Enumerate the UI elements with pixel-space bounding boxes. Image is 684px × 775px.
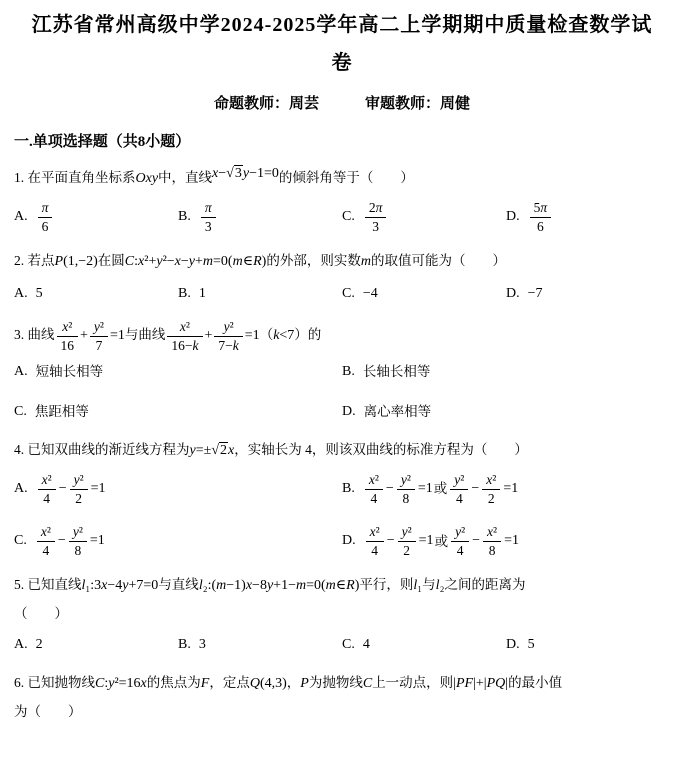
- fraction-denominator: 3: [372, 218, 379, 234]
- fraction: [450, 471, 468, 507]
- math-expression: x: [228, 443, 235, 459]
- text-run: 的外部，则实数: [266, 253, 361, 269]
- option-content: [364, 401, 432, 423]
- math-expression: +: [204, 328, 213, 344]
- option-content: [36, 634, 43, 656]
- math-expression: −: [58, 481, 67, 497]
- options-grid: [14, 282, 670, 306]
- text-run: 上一动点，则: [372, 675, 454, 691]
- option-content: [199, 199, 218, 235]
- text-run: 4. 已知双曲线的渐近线方程为: [14, 442, 190, 458]
- text-run: 的最小值: [508, 675, 563, 691]
- math-expression: =1: [244, 328, 260, 344]
- fraction-denominator: 4: [42, 542, 50, 558]
- question-5: [14, 571, 670, 657]
- option-D: [342, 523, 670, 559]
- text-run: 平行，则: [359, 577, 414, 593]
- fraction-numerator: x²: [483, 523, 501, 542]
- fraction-denominator: 4: [371, 542, 379, 558]
- option-label: A.: [14, 208, 28, 224]
- math-expression: k<7: [273, 328, 295, 344]
- fraction-numerator: x²: [365, 471, 383, 490]
- question-stem-line: [14, 600, 670, 627]
- option-content: [528, 634, 535, 656]
- fraction-numerator: x²: [482, 471, 500, 490]
- fraction: [38, 199, 53, 235]
- fraction-numerator: 5π: [530, 199, 552, 218]
- fraction: [214, 318, 242, 354]
- math-expression: =1: [504, 533, 519, 549]
- option-content: [36, 471, 106, 507]
- math-expression: 5: [35, 285, 43, 301]
- text-run: 离心率相等: [363, 404, 432, 420]
- fraction-numerator: x²: [37, 523, 55, 542]
- paper-title-line-2: 卷: [331, 52, 353, 74]
- math-expression: =1: [109, 328, 125, 344]
- fraction: [530, 199, 552, 235]
- option-label: A.: [14, 363, 28, 379]
- option-D: [506, 633, 670, 657]
- fraction: [451, 523, 469, 559]
- text-run: 与曲线: [124, 327, 166, 343]
- text-run: （: [259, 327, 274, 343]
- fraction-denominator: 8: [74, 542, 82, 558]
- math-expression: Oxy: [135, 171, 159, 186]
- fraction-denominator: 4: [370, 490, 378, 506]
- sqrt-expression: √2: [211, 443, 227, 459]
- fraction-denominator: 16: [60, 337, 74, 353]
- option-D: [506, 199, 670, 235]
- question-stem-line: [14, 247, 670, 276]
- option-label: C.: [14, 403, 27, 419]
- option-B: [178, 282, 342, 306]
- math-expression: |PF|+|PQ|: [453, 676, 509, 692]
- math-expression: −: [57, 533, 66, 549]
- fraction-denominator: 8: [488, 542, 496, 558]
- fraction-numerator: 2π: [365, 199, 387, 218]
- option-A: [14, 633, 178, 657]
- option-B: [178, 633, 342, 657]
- math-expression: =1: [503, 481, 519, 497]
- fraction: [70, 471, 88, 507]
- fraction-numerator: y²: [398, 523, 416, 542]
- question-stem-line: [14, 164, 670, 193]
- paper-title-line-1: 江苏省常州高级中学2024-2025学年高二上学期期中质量检查数学试: [31, 14, 653, 36]
- fraction-denominator: 6: [41, 218, 49, 234]
- question-4: [14, 436, 670, 559]
- text-run: ）的: [294, 327, 322, 343]
- option-content: [35, 401, 89, 423]
- question-3: [14, 318, 670, 424]
- fraction-numerator: x²: [57, 318, 79, 337]
- math-expression: 2: [35, 637, 43, 653]
- math-expression: Q(4,3): [249, 676, 287, 692]
- math-expression: =1: [418, 533, 434, 549]
- option-label: C.: [342, 208, 355, 224]
- text-run: 为抛物线: [308, 675, 363, 691]
- fraction: [365, 199, 387, 235]
- option-label: D.: [506, 637, 520, 653]
- math-expression: C:y²=16x: [95, 676, 147, 692]
- question-6: [14, 669, 670, 725]
- option-content: [35, 523, 105, 559]
- fraction-numerator: π: [201, 199, 216, 218]
- text-run: 5. 已知直线: [14, 577, 82, 593]
- option-label: B.: [178, 208, 191, 224]
- fraction: [398, 523, 416, 559]
- fraction-numerator: y²: [451, 523, 469, 542]
- setter-teacher: 命题教师：周芸: [213, 96, 319, 112]
- fraction: [69, 523, 87, 559]
- fraction-numerator: x²: [167, 318, 202, 337]
- fraction-numerator: y²: [214, 318, 242, 337]
- option-label: D.: [506, 285, 520, 301]
- text-run: 短轴长相等: [35, 364, 104, 380]
- option-label: B.: [342, 363, 355, 379]
- question-stem-line: [14, 436, 670, 465]
- reviewer-teacher: 审题教师：周健: [365, 96, 471, 112]
- fraction-denominator: 7−k: [218, 337, 239, 353]
- option-content: [363, 199, 389, 235]
- option-A: [14, 471, 342, 507]
- text-run: ，定点: [209, 675, 250, 691]
- fraction: [37, 523, 55, 559]
- text-run: 之间的距离为: [444, 577, 526, 593]
- fraction-numerator: π: [38, 199, 53, 218]
- option-content: [364, 523, 519, 559]
- question-stem-line: [14, 318, 670, 354]
- math-expression: +: [80, 328, 88, 344]
- fraction: [482, 471, 500, 507]
- math-expression: x−: [212, 166, 227, 181]
- fraction-denominator: 2: [487, 490, 495, 506]
- text-run: 在圆: [97, 253, 125, 269]
- math-expression: y=±: [189, 443, 212, 459]
- text-run: 1. 在平面直角坐标系: [14, 170, 136, 185]
- sqrt-radicand: 3: [234, 166, 242, 181]
- option-D: [506, 282, 670, 306]
- fraction-denominator: 2: [75, 490, 82, 506]
- option-label: B.: [342, 481, 355, 497]
- fraction-numerator: y²: [70, 471, 88, 490]
- fraction: [483, 523, 501, 559]
- text-run: 的焦点为: [146, 675, 201, 691]
- fraction-numerator: y²: [450, 471, 468, 490]
- math-expression: −7: [527, 285, 543, 301]
- fraction-denominator: 16−k: [171, 337, 199, 353]
- option-content: [36, 283, 43, 305]
- option-content: [528, 199, 554, 235]
- text-run: 2. 若点: [14, 253, 55, 269]
- questions-container: [14, 164, 670, 725]
- option-C: [342, 199, 506, 235]
- text-run: （ ）: [14, 606, 68, 622]
- math-expression: P: [300, 676, 309, 692]
- options-grid: [14, 199, 670, 235]
- text-run: 焦距相等: [34, 404, 89, 420]
- math-expression: l₁: [413, 578, 423, 594]
- sqrt-radicand: 2: [220, 443, 227, 459]
- options-grid: [14, 360, 670, 424]
- text-run: ，实轴长为 4，则该双曲线的标准方程为（ ）: [234, 442, 528, 458]
- math-expression: m: [360, 254, 371, 270]
- fraction-denominator: 7: [95, 337, 103, 353]
- text-run: 或: [434, 533, 449, 549]
- math-expression: C:x²+y²−x−y+m=0(m∈R): [124, 254, 267, 270]
- option-label: D.: [342, 403, 356, 419]
- option-A: [14, 282, 178, 306]
- math-expression: y−1=0: [242, 166, 279, 181]
- math-expression: 4: [362, 637, 370, 653]
- math-expression: 5: [527, 637, 535, 653]
- fraction-numerator: y²: [69, 523, 87, 542]
- fraction-denominator: 4: [43, 490, 51, 506]
- fraction: [201, 199, 216, 235]
- option-A: [14, 199, 178, 235]
- fraction-denominator: 8: [402, 490, 410, 506]
- option-content: [199, 283, 206, 305]
- math-expression: 1: [198, 285, 206, 301]
- option-A: [14, 360, 342, 384]
- math-expression: l₂: [435, 578, 445, 594]
- option-C: [14, 523, 342, 559]
- option-B: [342, 360, 670, 384]
- option-B: [178, 199, 342, 235]
- option-B: [342, 471, 670, 507]
- option-label: B.: [178, 637, 191, 653]
- fraction: [90, 318, 108, 354]
- option-label: C.: [342, 637, 355, 653]
- text-run: 长轴长相等: [362, 364, 431, 380]
- option-content: [363, 634, 370, 656]
- math-expression: =1: [417, 481, 433, 497]
- text-run: 为（ ）: [14, 704, 82, 720]
- math-expression: −: [386, 533, 395, 549]
- section-heading: 一.单项选择题（共8小题）: [14, 134, 191, 150]
- fraction: [167, 318, 202, 354]
- option-label: D.: [506, 208, 520, 224]
- fraction-numerator: x²: [366, 523, 384, 542]
- question-1: [14, 164, 670, 235]
- fraction-numerator: y²: [90, 318, 108, 337]
- question-stem-line: [14, 571, 670, 600]
- fraction: [38, 471, 56, 507]
- math-expression: −4: [362, 285, 378, 301]
- text-run: 或: [433, 481, 448, 497]
- text-run: 3. 曲线: [14, 327, 55, 343]
- option-C: [342, 282, 506, 306]
- text-run: 中，直线: [158, 170, 213, 185]
- sqrt-expression: √3: [226, 166, 242, 181]
- fraction-denominator: 3: [204, 218, 212, 234]
- fraction-denominator: 6: [537, 218, 544, 234]
- question-stem-line: [14, 669, 670, 698]
- fraction-denominator: 2: [403, 542, 410, 558]
- text-run: 的取值可能为（ ）: [370, 253, 506, 269]
- text-run: 的倾斜角等于（ ）: [278, 170, 414, 185]
- option-label: B.: [178, 285, 191, 301]
- option-D: [342, 400, 670, 424]
- option-content: [528, 283, 543, 305]
- fraction-numerator: y²: [397, 471, 415, 490]
- option-content: [363, 283, 378, 305]
- options-grid: [14, 633, 670, 657]
- options-grid: [14, 471, 670, 559]
- math-expression: =1: [90, 481, 106, 497]
- option-C: [342, 633, 506, 657]
- option-label: A.: [14, 637, 28, 653]
- math-expression: F: [200, 676, 210, 692]
- option-content: [199, 634, 206, 656]
- option-content: [363, 361, 431, 383]
- fraction: [365, 471, 383, 507]
- option-label: A.: [14, 481, 28, 497]
- option-content: [363, 471, 518, 507]
- fraction-denominator: 4: [455, 490, 463, 506]
- option-label: C.: [342, 285, 355, 301]
- math-expression: l₂:(m−1)x−8y+1−m=0(m∈R): [198, 578, 360, 594]
- option-label: A.: [14, 285, 28, 301]
- text-run: 与: [422, 577, 436, 593]
- teachers-line: [14, 92, 670, 116]
- math-expression: =1: [89, 533, 105, 549]
- math-expression: −: [471, 481, 480, 497]
- math-expression: 3: [198, 637, 206, 653]
- question-stem-line: [14, 698, 670, 725]
- option-content: [36, 361, 104, 383]
- fraction-numerator: x²: [38, 471, 56, 490]
- math-expression: −: [472, 533, 481, 549]
- text-run: 6. 已知抛物线: [14, 675, 95, 691]
- text-run: 与直线: [158, 577, 199, 593]
- fraction: [57, 318, 79, 354]
- math-expression: P(1,−2): [54, 254, 98, 270]
- fraction: [397, 471, 415, 507]
- option-label: C.: [14, 533, 27, 549]
- math-expression: l₁:3x−4y+7=0: [81, 578, 159, 594]
- question-2: [14, 247, 670, 306]
- text-run: ，: [286, 675, 301, 691]
- math-expression: −: [385, 481, 394, 497]
- option-content: [36, 199, 55, 235]
- fraction-denominator: 4: [456, 542, 464, 558]
- fraction: [366, 523, 384, 559]
- option-label: D.: [342, 533, 356, 549]
- option-C: [14, 400, 342, 424]
- math-expression: C: [362, 676, 373, 692]
